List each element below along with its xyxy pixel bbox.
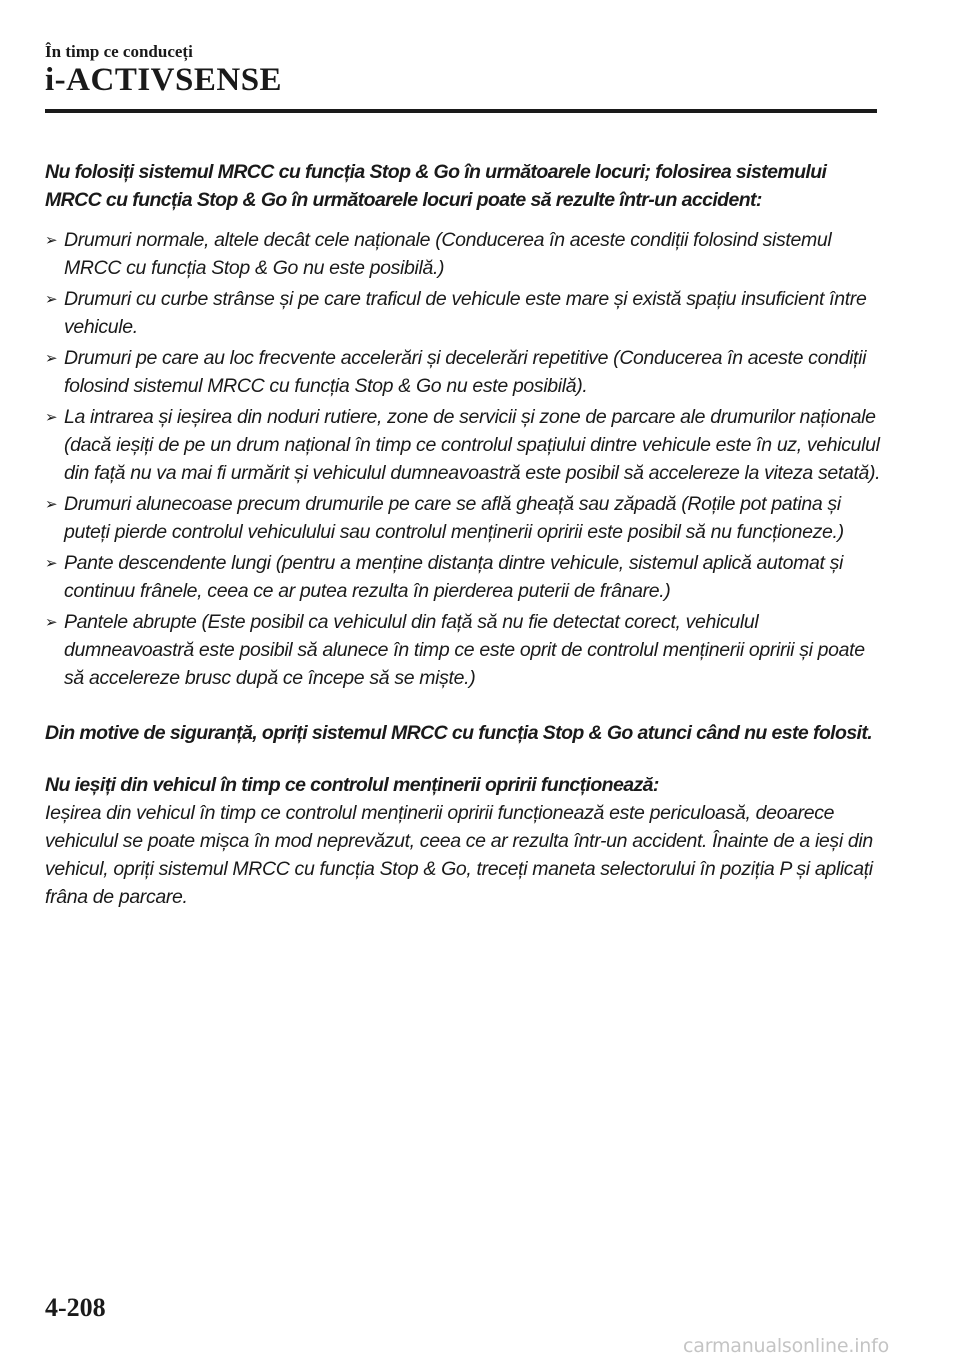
list-item-text: Drumuri cu curbe strânse și pe care traficul de vehicule este mare și există spațiu insuficient între vehicule. <box>64 288 867 338</box>
list-item <box>45 285 883 341</box>
paragraph-spacer <box>45 747 883 771</box>
header-divider <box>45 109 877 113</box>
page-number: 4-208 <box>45 1293 106 1322</box>
list-item-text: Pantele abrupte (Este posibil ca vehiculul din față să nu fie detectat corect, vehiculul dumneavoastră este posibil să alunece în timp ce este oprit de controlul menținerii opririi și poate să accelereze brusc după ce începe să se miște.) <box>64 611 865 689</box>
arrow-bullet-icon: ➢ <box>45 408 58 426</box>
list-item <box>45 549 883 605</box>
arrow-bullet-icon: ➢ <box>45 613 58 631</box>
list-item-text: La intrarea și ieșirea din noduri rutiere, zone de servicii și zone de parcare ale drumurilor naționale (dacă ieșiți de pe un drum național în timp ce controlul spațiului dintre vehicule este în uz, vehiculul din față nu va mai fi urmărit și vehiculul dumneavoastră este posibil să accelereze la viteza setată). <box>64 406 881 484</box>
list-item-text: Drumuri normale, altele decât cele naționale (Conducerea în aceste condiții folosind sistemul MRCC cu funcția Stop & Go nu este posibilă.) <box>64 229 832 279</box>
paragraph-spacer <box>45 695 883 719</box>
arrow-bullet-icon: ➢ <box>45 495 58 513</box>
list-item <box>45 344 883 400</box>
warning-intro: Nu folosiți sistemul MRCC cu funcția Stop & Go în următoarele locuri; folosirea sistemului MRCC cu funcția Stop & Go în următoarele locuri poate să rezulte într-un accident: <box>45 161 827 211</box>
bullet-list <box>45 226 883 692</box>
section-header: În timp ce conduceți <box>45 42 193 61</box>
exit-warning-body: Ieșirea din vehicul în timp ce controlul menținerii opririi funcționează este periculoasă, deoarece vehiculul se poate mișca în mod neprevăzut, ceea ce ar rezulta într-un accident. Înainte de a ieși din vehicul, opriți sistemul MRCC cu funcția Stop & Go, treceți maneta selectorului în poziția P și aplicați frâna de parcare. <box>45 802 873 908</box>
list-item <box>45 403 883 487</box>
list-item-text: Drumuri alunecoase precum drumurile pe care se află gheață sau zăpadă (Roțile pot patina și puteți pierde controlul vehiculului sau controlul menținerii opririi este posibil să nu funcționeze.) <box>64 493 844 543</box>
list-item-text: Drumuri pe care au loc frecvente accelerări și decelerări repetitive (Conducerea în aceste condiții folosind sistemul MRCC cu funcția Stop & Go nu este posibilă). <box>64 347 867 397</box>
exit-warning-title: Nu ieșiți din vehicul în timp ce controlul menținerii opririi funcționează: <box>45 774 659 796</box>
watermark: carmanualsonline.info <box>683 1335 890 1357</box>
list-item-text: Pante descendente lungi (pentru a menține distanța dintre vehicule, sistemul aplică automat și continuu frânele, ceea ce ar putea rezulta în pierderea puterii de frânare.) <box>64 552 843 602</box>
arrow-bullet-icon: ➢ <box>45 349 58 367</box>
arrow-bullet-icon: ➢ <box>45 290 58 308</box>
arrow-bullet-icon: ➢ <box>45 554 58 572</box>
list-item <box>45 226 883 282</box>
warning-content <box>45 158 883 911</box>
safety-warning: Din motive de siguranță, opriți sistemul MRCC cu funcția Stop & Go atunci când nu este folosit. <box>45 722 873 744</box>
list-item <box>45 608 883 692</box>
arrow-bullet-icon: ➢ <box>45 231 58 249</box>
list-item <box>45 490 883 546</box>
page-title: i-ACTIVSENSE <box>45 62 283 98</box>
